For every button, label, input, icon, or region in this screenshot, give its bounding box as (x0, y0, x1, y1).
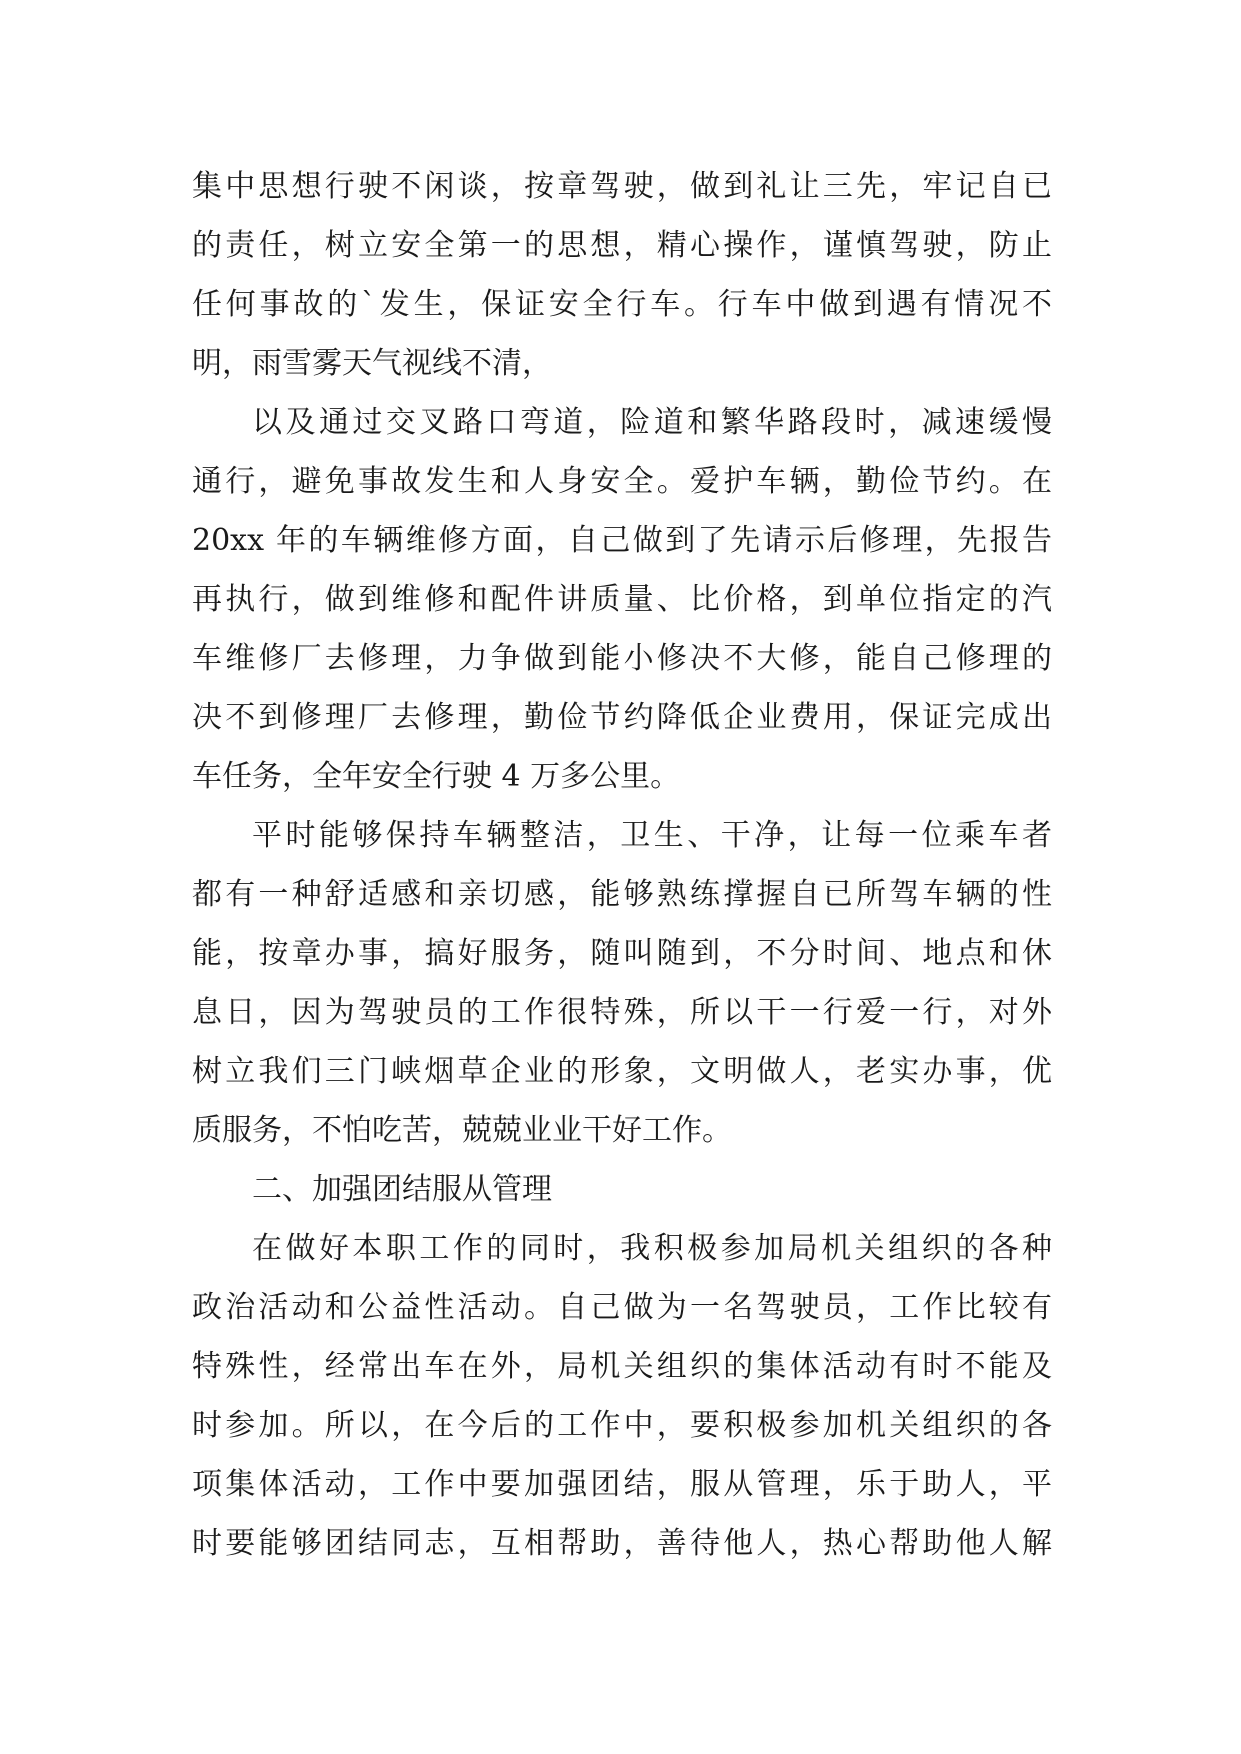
text-line: 在做好本职工作的同时，我积极参加局机关组织的各种 (252, 1231, 1052, 1266)
section-heading: 二、加强团结服从管理 (252, 1172, 552, 1207)
text-line: 特殊性，经常出车在外，局机关组织的集体活动有时不能及 (192, 1349, 1052, 1384)
text-line: 集中思想行驶不闲谈，按章驾驶，做到礼让三先，牢记自已 (192, 169, 1052, 204)
body-text (192, 157, 1052, 1573)
text-line: 项集体活动，工作中要加强团结，服从管理，乐于助人，平 (192, 1467, 1052, 1502)
text-line: 能，按章办事，搞好服务，随叫随到，不分时间、地点和休 (192, 936, 1052, 971)
text-line: 车任务，全年安全行驶 4 万多公里。 (192, 759, 681, 794)
text-line: 息日，因为驾驶员的工作很特殊，所以干一行爱一行，对外 (192, 995, 1052, 1030)
text-line: 都有一种舒适感和亲切感，能够熟练撑握自已所驾车辆的性 (192, 877, 1052, 912)
text-line: 明，雨雪雾天气视线不清， (192, 346, 552, 381)
text-line: 任何事故的`发生，保证安全行车。行车中做到遇有情况不 (192, 287, 1052, 322)
text-line: 再执行，做到维修和配件讲质量、比价格，到单位指定的汽 (192, 582, 1052, 617)
text-line: 平时能够保持车辆整洁，卫生、干净，让每一位乘车者 (252, 818, 1052, 853)
text-line: 20xx 年的车辆维修方面，自己做到了先请示后修理，先报告 (192, 523, 1052, 558)
text-line: 政治活动和公益性活动。自己做为一名驾驶员，工作比较有 (192, 1290, 1052, 1325)
text-line: 时要能够团结同志，互相帮助，善待他人，热心帮助他人解 (192, 1526, 1052, 1561)
text-line: 的责任，树立安全第一的思想，精心操作，谨慎驾驶，防止 (192, 228, 1052, 263)
text-line: 决不到修理厂去修理，勤俭节约降低企业费用，保证完成出 (192, 700, 1052, 735)
text-line: 树立我们三门峡烟草企业的形象，文明做人，老实办事，优 (192, 1054, 1052, 1089)
text-line: 车维修厂去修理，力争做到能小修决不大修，能自己修理的 (192, 641, 1052, 676)
text-line: 通行，避免事故发生和人身安全。爱护车辆，勤俭节约。在 (192, 464, 1052, 499)
text-line: 时参加。所以，在今后的工作中，要积极参加机关组织的各 (192, 1408, 1052, 1443)
text-line: 质服务，不怕吃苦，兢兢业业干好工作。 (192, 1113, 732, 1148)
text-line: 以及通过交叉路口弯道，险道和繁华路段时，减速缓慢 (252, 405, 1052, 440)
